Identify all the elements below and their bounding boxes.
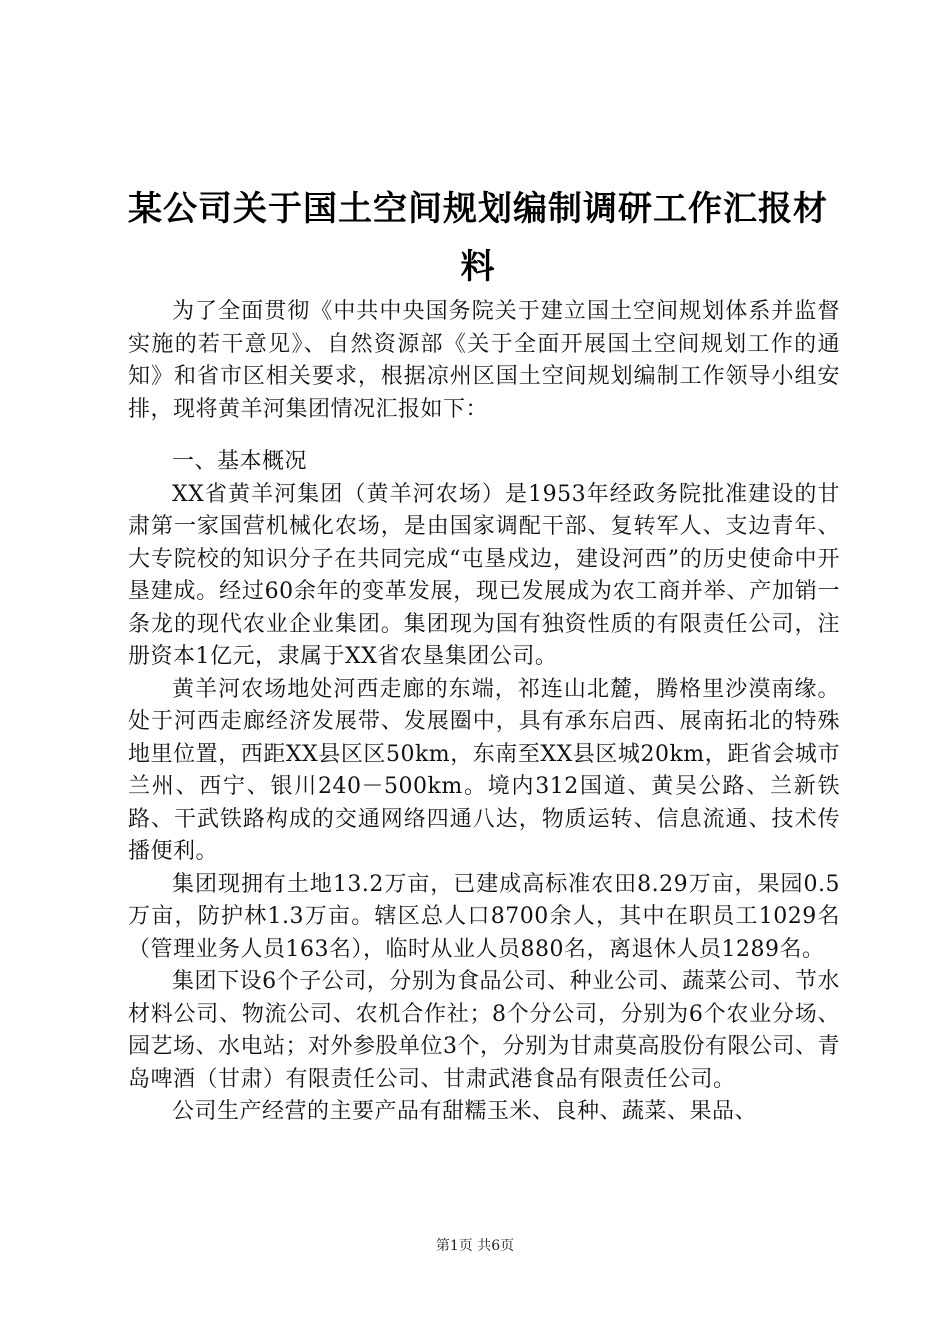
paragraph-group-history: XX省黄羊河集团（黄羊河农场）是1953年经政务院批准建设的甘肃第一家国营机械化农场，是由国家调配干部、复转军人、支边青年、大专院校的知识分子在共同完成“屯垦戍边，建设河西”的历史使命中开垦建成。经过60余年的变革发展，现已发展成为农工商并举、产加销一条龙的现代农业企业集团。集团现为国有独资性质的有限责任公司，注册资本1亿元，隶属于XX省农垦集团公司。 <box>128 481 840 669</box>
document-body <box>128 296 840 1129</box>
section-heading-basic-overview: 一、基本概况 <box>172 449 308 474</box>
paragraph-land-population: 集团现拥有土地13.2万亩，已建成高标准农田8.29万亩，果园0.5万亩，防护林1.3万亩。辖区总人口8700余人，其中在职员工1029名（管理业务人员163名），临时从业人员880名，离退休人员1289名。 <box>128 871 840 962</box>
paragraph-subsidiaries: 集团下设6个子公司，分别为食品公司、种业公司、蔬菜公司、节水材料公司、物流公司、农机合作社；8个分公司，分别为6个农业分场、园艺场、水电站；对外参股单位3个，分别为甘肃莫高股份有限公司、青岛啤酒（甘肃）有限责任公司、甘肃武港食品有限责任公司。 <box>128 969 840 1092</box>
paragraph-location: 黄羊河农场地处河西走廊的东端，祁连山北麓，腾格里沙漠南缘。处于河西走廊经济发展带、发展圈中，具有承东启西、展南拓北的特殊地里位置，西距XX县区区50km，东南至XX县区城20km，距省会城市兰州、西宁、银川240－500km。境内312国道、黄吴公路、兰新铁路、干武铁路构成的交通网络四通八达，物质运转、信息流通、技术传播便利。 <box>128 676 840 864</box>
document-title: 某公司关于国土空间规划编制调研工作汇报材料 <box>128 189 828 287</box>
page-number-footer: 第1页 共6页 <box>435 1238 515 1254</box>
paragraph-intro: 为了全面贯彻《中共中央国务院关于建立国土空间规划体系并监督实施的若干意见》、自然资源部《关于全面开展国土空间规划工作的通知》和省市区相关要求，根据凉州区国土空间规划编制工作领导小组安排，现将黄羊河集团情况汇报如下： <box>128 299 840 422</box>
paragraph-products: 公司生产经营的主要产品有甜糯玉米、良种、蔬菜、果品、 <box>172 1099 758 1124</box>
